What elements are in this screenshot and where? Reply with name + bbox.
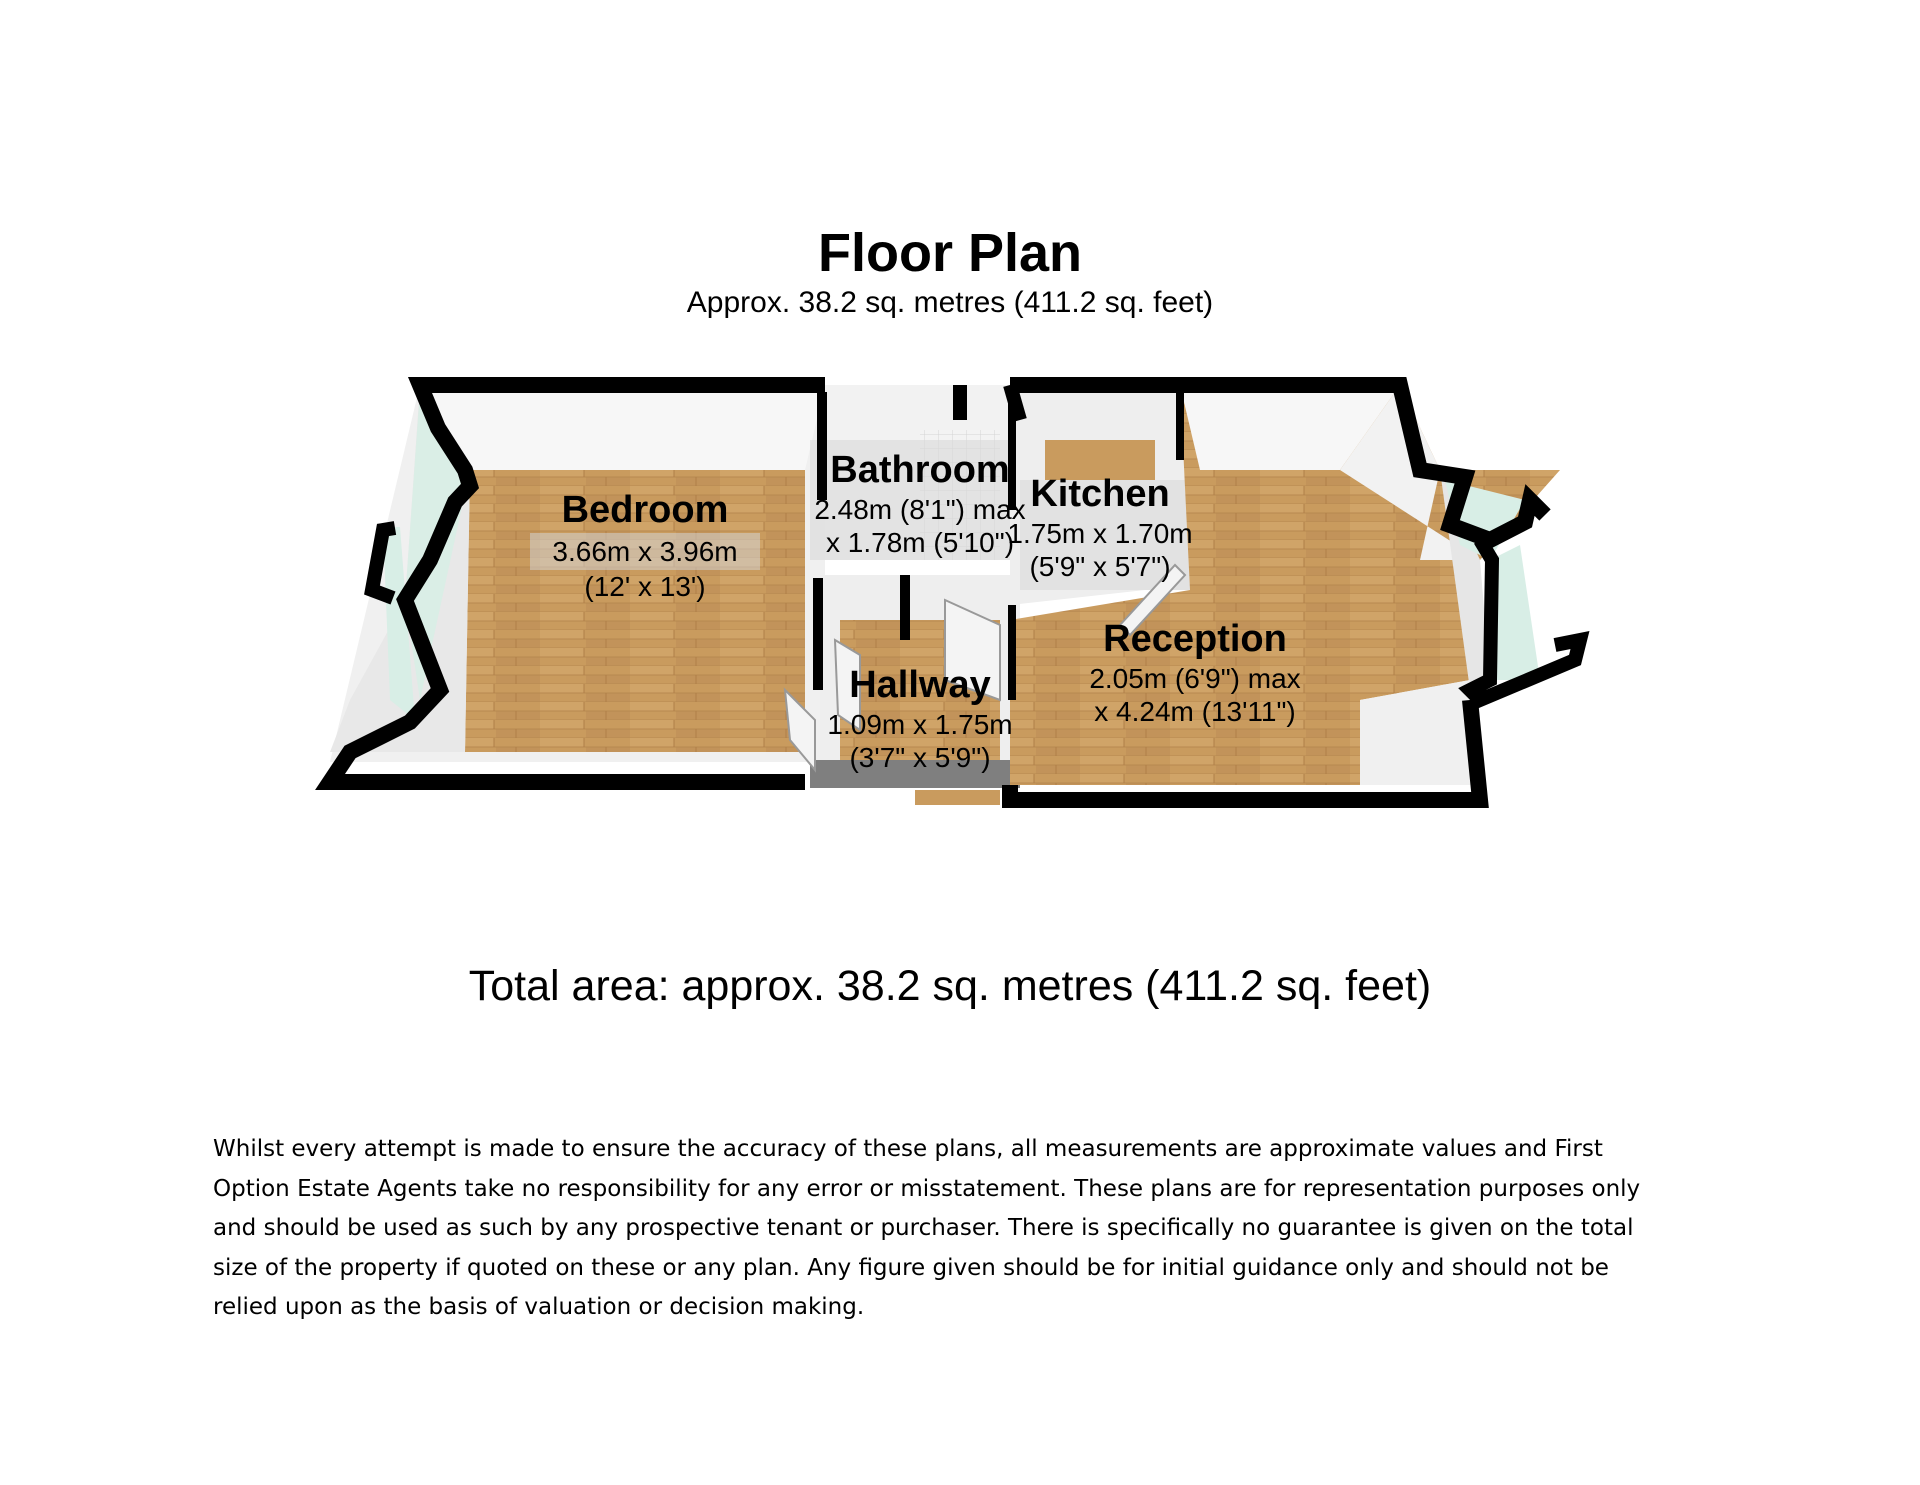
room-dimensions-metric: 2.05m (6'9") max (1089, 662, 1301, 694)
room-name: Bathroom (830, 449, 1010, 491)
total-area: Total area: approx. 38.2 sq. metres (411.2 sq. feet) (468, 962, 1432, 1010)
plan-subtitle: Approx. 38.2 sq. metres (411.2 sq. feet) (686, 286, 1214, 319)
room-name: Bedroom (561, 489, 729, 531)
room-dimensions-imperial: (12' x 13') (584, 570, 706, 602)
room-label-kitchen (1000, 472, 1200, 583)
room-dimensions-metric: 1.75m x 1.70m (1007, 517, 1193, 549)
room-dimensions-imperial: x 4.24m (13'11") (1094, 695, 1296, 727)
plan-title: Floor Plan (817, 223, 1082, 283)
room-label-bedroom (530, 488, 760, 603)
room-dimensions-metric: 3.66m x 3.96m (530, 533, 760, 570)
room-dimensions-imperial: (5'9" x 5'7") (1029, 550, 1171, 582)
room-dimensions-metric: 2.48m (8'1") max (814, 493, 1026, 525)
room-label-reception (1070, 617, 1320, 728)
room-name: Reception (1103, 618, 1287, 660)
room-name: Hallway (849, 664, 991, 706)
room-dimensions-imperial: (3'7" x 5'9") (849, 741, 991, 773)
room-dimensions-metric: 1.09m x 1.75m (827, 708, 1013, 740)
room-label-hallway (805, 663, 1035, 774)
disclaimer-text: Whilst every attempt is made to ensure the accuracy of these plans, all measurements are approximate values and First Option Estate Agents take no responsibility for any error or misstatement. These plans are for representation purposes only and should be used as such by any prospective tenant or purchaser. There is specifically no guarantee is given on the total size of the property if quoted on these or any plan. Any figure given should be for initial guidance only and should not be relied upon as the basis of valuation or decision making. (213, 1136, 1641, 1320)
room-dimensions-imperial: x 1.78m (5'10") (825, 526, 1015, 558)
room-name: Kitchen (1030, 473, 1170, 515)
